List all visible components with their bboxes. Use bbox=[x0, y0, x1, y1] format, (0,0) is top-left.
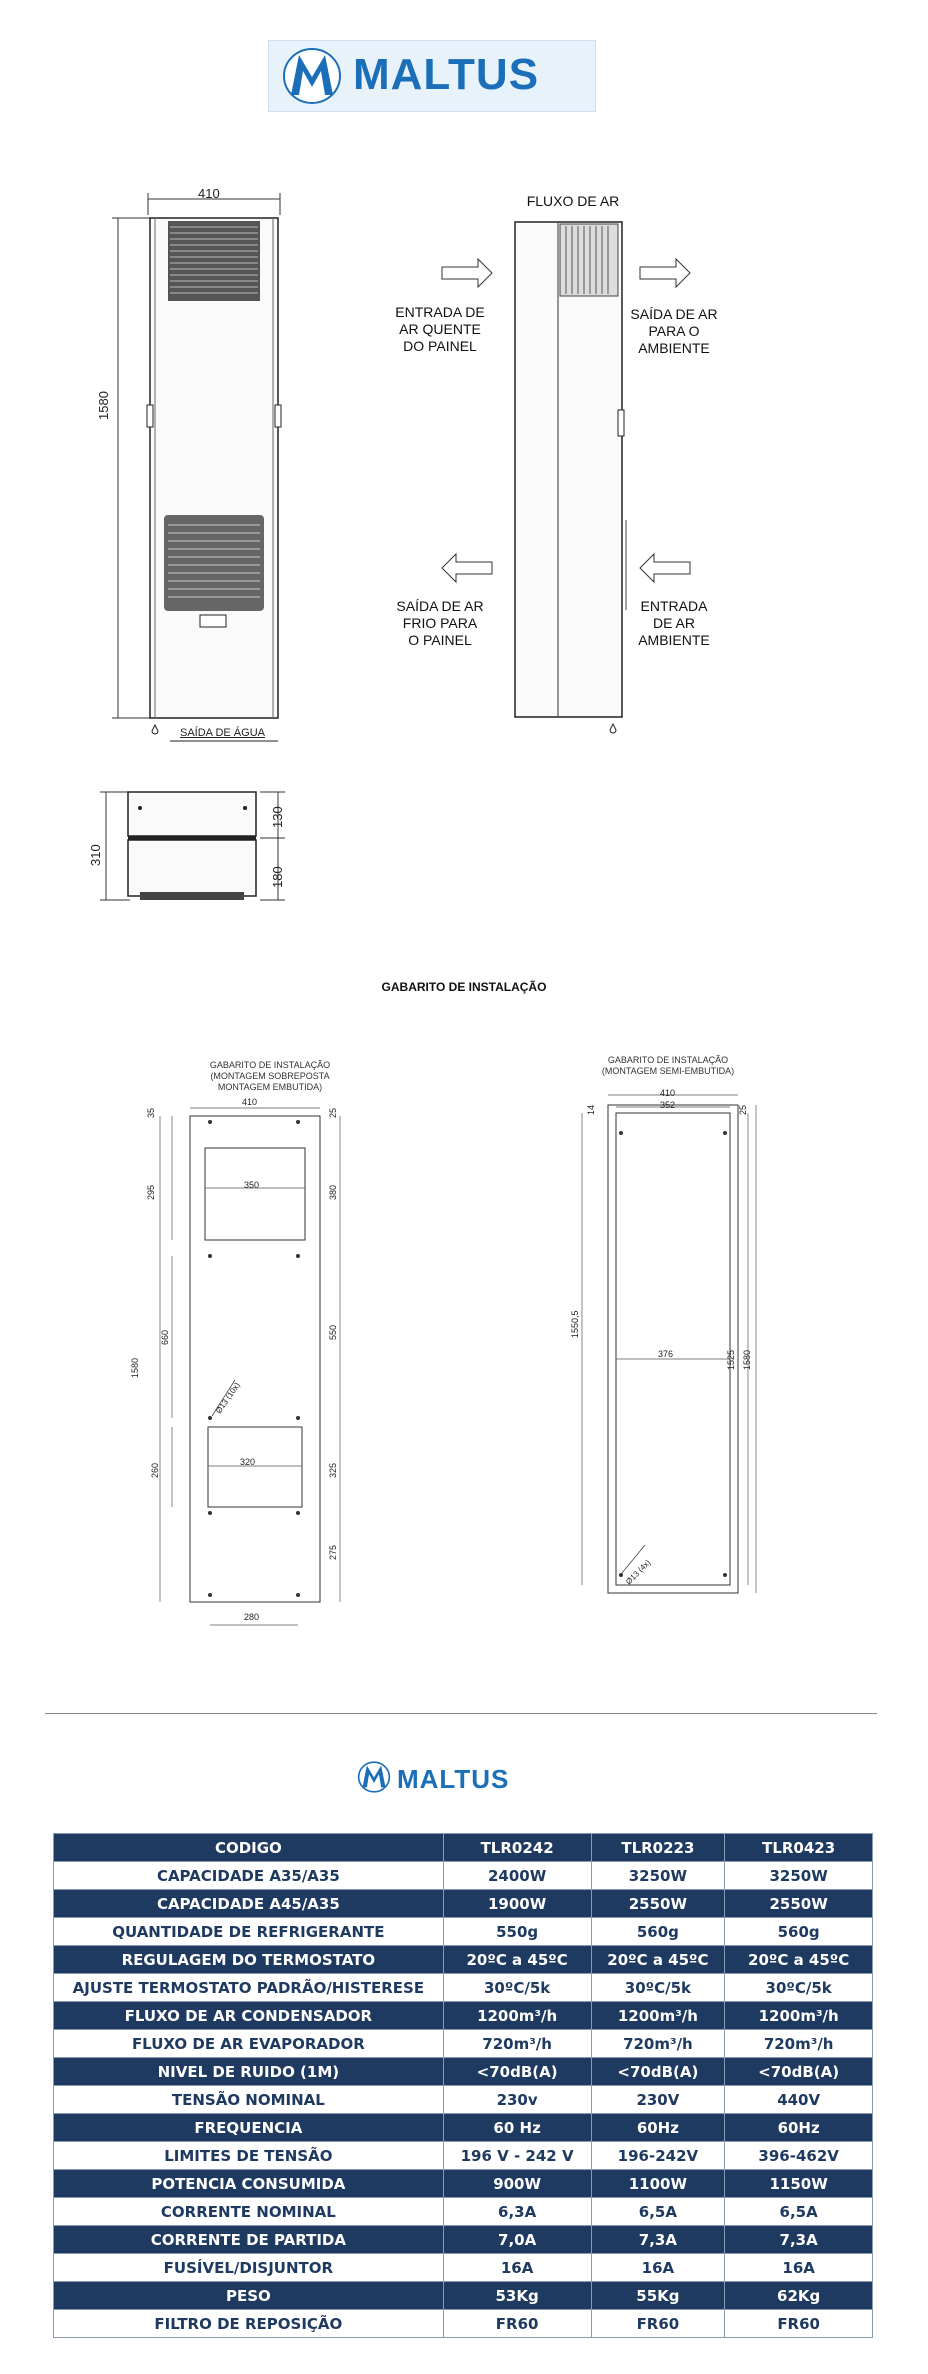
table-cell: <70dB(A) bbox=[591, 2058, 725, 2086]
table-cell: 7,3A bbox=[725, 2226, 873, 2254]
top-view-drawing bbox=[100, 780, 300, 910]
table-row bbox=[54, 2282, 873, 2310]
table-cell: 720m³/h bbox=[725, 2030, 873, 2058]
table-cell: 1200m³/h bbox=[443, 2002, 591, 2030]
front-height-label: 1580 bbox=[96, 391, 111, 420]
row-label: FLUXO DE AR CONDENSADOR bbox=[54, 2002, 444, 2030]
gl-cut1-h: 295 bbox=[146, 1184, 156, 1200]
table-cell: 230v bbox=[443, 2086, 591, 2114]
gr-inner-w: 352 bbox=[660, 1100, 676, 1110]
gl-top-margin: 35 bbox=[146, 1107, 156, 1118]
gabarito-left-caption: GABARITO DE INSTALAÇÃO (MONTAGEM SOBREPOSTA MONTAGEM EMBUTIDA) bbox=[209, 1060, 331, 1092]
gr-height: 1550,5 bbox=[570, 1310, 580, 1338]
table-cell: 20ºC a 45ºC bbox=[725, 1946, 873, 1974]
table-cell: 6,3A bbox=[443, 2198, 591, 2226]
row-label: AJUSTE TERMOSTATO PADRÃO/HISTERESE bbox=[54, 1974, 444, 2002]
table-cell: 1200m³/h bbox=[591, 2002, 725, 2030]
table-cell: 230V bbox=[591, 2086, 725, 2114]
label-in-ambient: ENTRADA DE AR AMBIENTE bbox=[638, 598, 710, 648]
row-label: FREQUENCIA bbox=[54, 2114, 444, 2142]
table-cell: TLR0423 bbox=[725, 1834, 873, 1862]
gl-bottom: 280 bbox=[244, 1612, 260, 1622]
gabarito-right-caption: GABARITO DE INSTALAÇÃO (MONTAGEM SEMI-EMBUTIDA) bbox=[601, 1055, 735, 1076]
section-divider bbox=[45, 1713, 877, 1714]
table-row bbox=[54, 1890, 873, 1918]
table-cell: 720m³/h bbox=[591, 2030, 725, 2058]
table-row bbox=[54, 1862, 873, 1890]
table-cell: 720m³/h bbox=[443, 2030, 591, 2058]
maltus-logo-small bbox=[357, 1758, 527, 1798]
table-cell: 30ºC/5k bbox=[591, 1974, 725, 2002]
table-cell: 16A bbox=[591, 2254, 725, 2282]
table-row bbox=[54, 1974, 873, 2002]
row-label: LIMITES DE TENSÃO bbox=[54, 2142, 444, 2170]
table-cell: 1150W bbox=[725, 2170, 873, 2198]
row-label: TENSÃO NOMINAL bbox=[54, 2086, 444, 2114]
front-width-label: 410 bbox=[198, 186, 220, 201]
table-cell: 7,0A bbox=[443, 2226, 591, 2254]
table-cell: 16A bbox=[725, 2254, 873, 2282]
drain-label: SAÍDA DE ÁGUA bbox=[180, 727, 265, 739]
gl-right2: 550 bbox=[328, 1324, 338, 1340]
table-cell: 440V bbox=[725, 2086, 873, 2114]
table-row bbox=[54, 2002, 873, 2030]
row-label: CORRENTE NOMINAL bbox=[54, 2198, 444, 2226]
row-label: NIVEL DE RUIDO (1M) bbox=[54, 2058, 444, 2086]
table-cell: 3250W bbox=[725, 1862, 873, 1890]
table-cell: 196 V - 242 V bbox=[443, 2142, 591, 2170]
row-label: FILTRO DE REPOSIÇÃO bbox=[54, 2310, 444, 2338]
table-cell: 1200m³/h bbox=[725, 2002, 873, 2030]
row-label: QUANTIDADE DE REFRIGERANTE bbox=[54, 1918, 444, 1946]
gl-right4: 275 bbox=[328, 1544, 338, 1560]
table-cell: 2550W bbox=[591, 1890, 725, 1918]
maltus-logo bbox=[268, 40, 596, 112]
label-out-ambient: SAÍDA DE AR PARA O AMBIENTE bbox=[630, 306, 718, 356]
table-cell: 560g bbox=[725, 1918, 873, 1946]
table-cell: FR60 bbox=[725, 2310, 873, 2338]
table-cell: 1900W bbox=[443, 1890, 591, 1918]
table-row bbox=[54, 1946, 873, 1974]
gl-right1: 380 bbox=[328, 1184, 338, 1200]
table-cell: TLR0223 bbox=[591, 1834, 725, 1862]
gr-mid-w: 376 bbox=[658, 1349, 674, 1359]
table-row bbox=[54, 2030, 873, 2058]
airflow-title: FLUXO DE AR bbox=[526, 193, 620, 209]
gl-cut2-h: 260 bbox=[150, 1462, 160, 1478]
table-cell: 30ºC/5k bbox=[443, 1974, 591, 2002]
gl-cut1-w: 350 bbox=[244, 1180, 260, 1190]
table-row bbox=[54, 2114, 873, 2142]
table-cell: 396-462V bbox=[725, 2142, 873, 2170]
gl-total: 1580 bbox=[130, 1357, 140, 1378]
table-cell: <70dB(A) bbox=[443, 2058, 591, 2086]
table-row bbox=[54, 2170, 873, 2198]
table-cell: 60 Hz bbox=[443, 2114, 591, 2142]
gr-right2: 1580 bbox=[742, 1349, 752, 1370]
table-cell: 3250W bbox=[591, 1862, 725, 1890]
table-cell: 20ºC a 45ºC bbox=[443, 1946, 591, 1974]
gr-hole: Ø13 (4x) bbox=[624, 1557, 653, 1587]
row-label: FLUXO DE AR EVAPORADOR bbox=[54, 2030, 444, 2058]
table-cell: 30ºC/5k bbox=[725, 1974, 873, 2002]
row-label: CORRENTE DE PARTIDA bbox=[54, 2226, 444, 2254]
table-row bbox=[54, 2058, 873, 2086]
gr-right-top: 25 bbox=[738, 1104, 748, 1115]
table-cell: 196-242V bbox=[591, 2142, 725, 2170]
gl-mid: 660 bbox=[160, 1329, 170, 1345]
row-label: POTENCIA CONSUMIDA bbox=[54, 2170, 444, 2198]
table-cell: 55Kg bbox=[591, 2282, 725, 2310]
row-label: REGULAGEM DO TERMOSTATO bbox=[54, 1946, 444, 1974]
table-row bbox=[54, 2198, 873, 2226]
table-row bbox=[54, 2226, 873, 2254]
table-cell: 6,5A bbox=[591, 2198, 725, 2226]
table-cell: FR60 bbox=[591, 2310, 725, 2338]
front-view-drawing bbox=[100, 185, 330, 755]
table-cell: FR60 bbox=[443, 2310, 591, 2338]
top-lower-label: 180 bbox=[270, 866, 285, 888]
top-upper-label: 130 bbox=[270, 806, 285, 828]
brand-name: MALTUS bbox=[353, 50, 540, 99]
table-cell: 6,5A bbox=[725, 2198, 873, 2226]
label-out-cold: SAÍDA DE AR FRIO PARA O PAINEL bbox=[396, 598, 484, 648]
table-cell: 900W bbox=[443, 2170, 591, 2198]
table-cell: TLR0242 bbox=[443, 1834, 591, 1862]
table-cell: 53Kg bbox=[443, 2282, 591, 2310]
row-label: FUSÍVEL/DISJUNTOR bbox=[54, 2254, 444, 2282]
gl-hole: Ø13 (10x) bbox=[214, 1380, 242, 1416]
spec-table bbox=[53, 1833, 873, 2338]
table-row bbox=[54, 1918, 873, 1946]
table-row bbox=[54, 2310, 873, 2338]
gr-right1: 1525 bbox=[726, 1349, 736, 1370]
maltus-m-icon bbox=[357, 1760, 391, 1794]
maltus-m-icon bbox=[281, 47, 343, 105]
brand-name-small: MALTUS bbox=[397, 1764, 510, 1794]
gr-left-top: 14 bbox=[586, 1104, 596, 1115]
gl-right3: 325 bbox=[328, 1462, 338, 1478]
table-cell: <70dB(A) bbox=[725, 2058, 873, 2086]
table-cell: 2550W bbox=[725, 1890, 873, 1918]
table-row bbox=[54, 2254, 873, 2282]
row-label: CODIGO bbox=[54, 1834, 444, 1862]
table-row bbox=[54, 1834, 873, 1862]
gl-cut2-w: 320 bbox=[240, 1457, 256, 1467]
table-cell: 16A bbox=[443, 2254, 591, 2282]
table-row bbox=[54, 2142, 873, 2170]
table-row bbox=[54, 2086, 873, 2114]
table-cell: 60Hz bbox=[725, 2114, 873, 2142]
table-cell: 60Hz bbox=[591, 2114, 725, 2142]
table-cell: 550g bbox=[443, 1918, 591, 1946]
table-cell: 20ºC a 45ºC bbox=[591, 1946, 725, 1974]
label-in-hot: ENTRADA DE AR QUENTE DO PAINEL bbox=[395, 304, 485, 354]
table-cell: 1100W bbox=[591, 2170, 725, 2198]
gl-width: 410 bbox=[242, 1097, 258, 1107]
row-label: CAPACIDADE A45/A35 bbox=[54, 1890, 444, 1918]
side-view-drawing bbox=[430, 210, 750, 740]
table-cell: 62Kg bbox=[725, 2282, 873, 2310]
row-label: CAPACIDADE A35/A35 bbox=[54, 1862, 444, 1890]
table-cell: 560g bbox=[591, 1918, 725, 1946]
gr-outer-w: 410 bbox=[660, 1088, 676, 1098]
table-cell: 7,3A bbox=[591, 2226, 725, 2254]
gl-top-right: 25 bbox=[328, 1107, 338, 1118]
table-cell: 2400W bbox=[443, 1862, 591, 1890]
row-label: PESO bbox=[54, 2282, 444, 2310]
section-title: GABARITO DE INSTALAÇÃO bbox=[381, 980, 547, 994]
top-depth-label: 310 bbox=[88, 844, 103, 866]
